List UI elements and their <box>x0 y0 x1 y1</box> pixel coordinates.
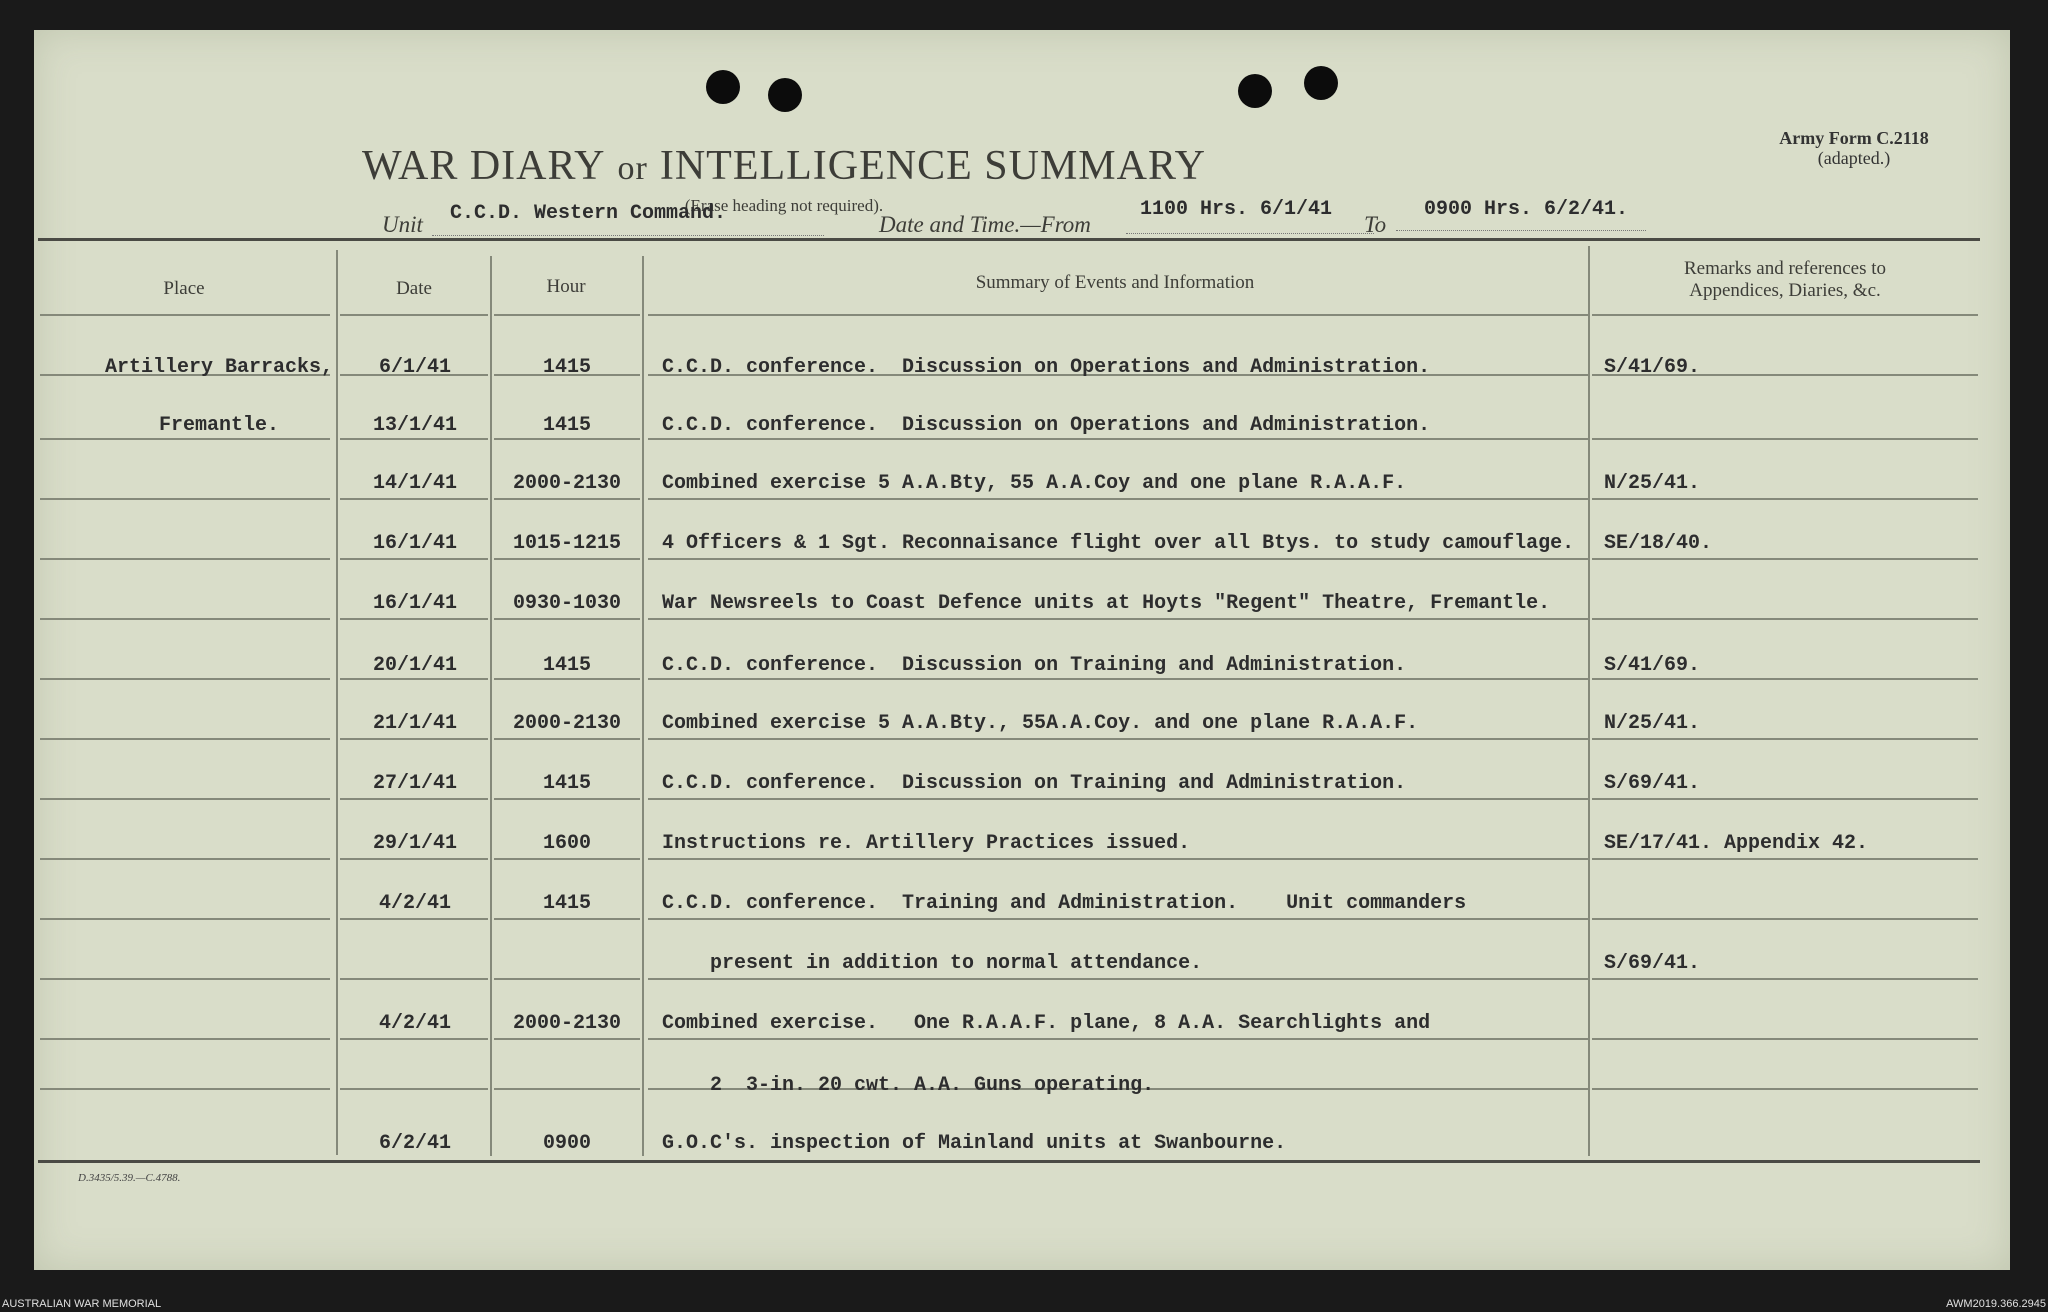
cell-hour: 2000-2130 <box>512 712 622 735</box>
cell-date: 13/1/41 <box>372 414 457 437</box>
cell-hour: 1415 <box>542 356 591 379</box>
row-divider <box>340 858 488 860</box>
unit-value: C.C.D. Western Command. <box>450 202 727 225</box>
row-divider <box>494 978 640 980</box>
cell-remarks: S/69/41. <box>1604 952 1701 975</box>
credit-right: AWM2019.366.2945 <box>1946 1298 2046 1310</box>
row-divider <box>1592 314 1978 316</box>
row-divider <box>648 1038 1588 1040</box>
row-divider <box>40 918 330 920</box>
cell-summary: C.C.D. conference. Discussion on Operations and Administration. <box>662 414 1431 437</box>
title-note: (Erase heading not required). <box>684 196 884 215</box>
cell-summary: C.C.D. conference. Discussion on Training and Administration. <box>662 772 1407 795</box>
cell-remarks: SE/17/41. Appendix 42. <box>1604 832 1869 855</box>
punch-hole <box>1304 66 1338 100</box>
row-divider <box>340 978 488 980</box>
cell-summary: War Newsreels to Coast Defence units at Hoyts "Regent" Theatre, Fremantle. <box>662 592 1551 615</box>
army-form-label: Army Form C.2118 (adapted.) <box>1779 128 1929 168</box>
row-divider <box>340 918 488 920</box>
to-value: 0900 Hrs. 6/2/41. <box>1424 198 1629 221</box>
row-divider <box>40 558 330 560</box>
row-divider <box>648 978 1588 980</box>
cell-remarks: N/25/41. <box>1604 472 1701 495</box>
cell-date: 20/1/41 <box>372 654 457 677</box>
cell-date: 6/2/41 <box>378 1132 451 1155</box>
cell-place: Fremantle. <box>158 414 280 437</box>
cell-date: 4/2/41 <box>378 1012 451 1035</box>
cell-date: 27/1/41 <box>372 772 457 795</box>
cell-hour: 1415 <box>542 772 591 795</box>
cell-summary: G.O.C's. inspection of Mainland units at Swanbourne. <box>662 1132 1287 1155</box>
row-divider <box>340 1088 488 1090</box>
row-divider <box>340 314 488 316</box>
column-header-summary: Summary of Events and Information <box>975 272 1255 293</box>
punch-hole <box>768 78 802 112</box>
row-divider <box>340 678 488 680</box>
row-divider <box>40 738 330 740</box>
page-title: WAR DIARY or INTELLIGENCE SUMMARY <box>362 143 1206 189</box>
row-divider <box>494 678 640 680</box>
cell-date: 6/1/41 <box>378 356 451 379</box>
to-label: To <box>1364 212 1387 237</box>
row-divider <box>494 798 640 800</box>
punch-hole <box>706 70 740 104</box>
row-divider <box>1592 438 1978 440</box>
row-divider <box>494 1038 640 1040</box>
row-divider <box>40 858 330 860</box>
row-divider <box>40 1088 330 1090</box>
row-divider <box>494 498 640 500</box>
top-rule <box>38 238 1980 241</box>
row-divider <box>340 618 488 620</box>
row-divider <box>40 618 330 620</box>
row-divider <box>1592 1088 1978 1090</box>
row-divider <box>648 618 1588 620</box>
cell-hour: 0900 <box>542 1132 591 1155</box>
cell-summary: Combined exercise 5 A.A.Bty, 55 A.A.Coy and one plane R.A.A.F. <box>662 472 1407 495</box>
row-divider <box>494 618 640 620</box>
row-divider <box>340 438 488 440</box>
cell-date: 29/1/41 <box>372 832 457 855</box>
row-divider <box>340 798 488 800</box>
cell-summary: C.C.D. conference. Training and Administration. Unit commanders <box>662 892 1467 915</box>
row-divider <box>40 1038 330 1040</box>
row-divider <box>40 314 330 316</box>
row-divider <box>40 978 330 980</box>
column-header-place: Place <box>163 278 205 299</box>
punch-hole <box>1238 74 1272 108</box>
row-divider <box>340 1038 488 1040</box>
cell-hour: 1015-1215 <box>512 532 622 555</box>
row-divider <box>1592 738 1978 740</box>
from-value: 1100 Hrs. 6/1/41 <box>1140 198 1333 221</box>
column-header-date: Date <box>396 278 432 299</box>
row-divider <box>648 858 1588 860</box>
row-divider <box>494 918 640 920</box>
cell-remarks: S/69/41. <box>1604 772 1701 795</box>
row-divider <box>1592 618 1978 620</box>
row-divider <box>1592 1038 1978 1040</box>
unit-label: Unit <box>382 212 423 237</box>
cell-remarks: S/41/69. <box>1604 654 1701 677</box>
row-divider <box>1592 498 1978 500</box>
cell-hour: 0930-1030 <box>512 592 622 615</box>
bottom-rule <box>38 1160 1980 1163</box>
row-divider <box>494 738 640 740</box>
row-divider <box>494 858 640 860</box>
row-divider <box>340 738 488 740</box>
cell-remarks: N/25/41. <box>1604 712 1701 735</box>
row-divider <box>1592 558 1978 560</box>
column-header-remarks: Remarks and references to Appendices, Diaries, &c. <box>1683 258 1887 301</box>
cell-date: 16/1/41 <box>372 532 457 555</box>
cell-summary: C.C.D. conference. Discussion on Training and Administration. <box>662 654 1407 677</box>
cell-date: 14/1/41 <box>372 472 457 495</box>
row-divider <box>648 498 1588 500</box>
row-divider <box>648 314 1588 316</box>
row-divider <box>648 798 1588 800</box>
cell-remarks: S/41/69. <box>1604 356 1701 379</box>
cell-hour: 1415 <box>542 414 591 437</box>
cell-summary: Combined exercise. One R.A.A.F. plane, 8 A.A. Searchlights and <box>662 1012 1431 1035</box>
date-time-label: Date and Time.—From <box>879 212 1091 237</box>
row-divider <box>1592 918 1978 920</box>
cell-place: Artillery Barracks, <box>104 356 334 379</box>
row-divider <box>1592 798 1978 800</box>
cell-hour: 1415 <box>542 654 591 677</box>
cell-summary: 4 Officers & 1 Sgt. Reconnaisance flight over all Btys. to study camouflage. <box>662 532 1575 555</box>
row-divider <box>494 1088 640 1090</box>
credit-left: AUSTRALIAN WAR MEMORIAL <box>2 1298 162 1310</box>
row-divider <box>340 558 488 560</box>
row-divider <box>648 678 1588 680</box>
row-divider <box>494 438 640 440</box>
print-code: D.3435/5.39.—C.4788. <box>78 1172 181 1184</box>
row-divider <box>648 438 1588 440</box>
row-divider <box>648 918 1588 920</box>
row-divider <box>494 314 640 316</box>
cell-hour: 1600 <box>542 832 591 855</box>
cell-summary: Instructions re. Artillery Practices issued. <box>662 832 1191 855</box>
cell-date: 4/2/41 <box>378 892 451 915</box>
row-divider <box>1592 978 1978 980</box>
cell-summary: 2 3-in. 20 cwt. A.A. Guns operating. <box>662 1074 1155 1097</box>
row-divider <box>494 558 640 560</box>
cell-summary: C.C.D. conference. Discussion on Operations and Administration. <box>662 356 1431 379</box>
diary-sheet <box>34 30 2010 1270</box>
cell-remarks: SE/18/40. <box>1604 532 1713 555</box>
row-divider <box>40 798 330 800</box>
cell-summary: Combined exercise 5 A.A.Bty., 55A.A.Coy. and one plane R.A.A.F. <box>662 712 1419 735</box>
row-divider <box>1592 678 1978 680</box>
row-divider <box>340 498 488 500</box>
cell-hour: 1415 <box>542 892 591 915</box>
row-divider <box>40 498 330 500</box>
row-divider <box>648 558 1588 560</box>
row-divider <box>40 438 330 440</box>
row-divider <box>40 678 330 680</box>
cell-date: 16/1/41 <box>372 592 457 615</box>
cell-hour: 2000-2130 <box>512 472 622 495</box>
cell-date: 21/1/41 <box>372 712 457 735</box>
cell-hour: 2000-2130 <box>512 1012 622 1035</box>
cell-summary: present in addition to normal attendance. <box>662 952 1203 975</box>
row-divider <box>1592 858 1978 860</box>
row-divider <box>648 738 1588 740</box>
column-header-hour: Hour <box>546 276 586 297</box>
